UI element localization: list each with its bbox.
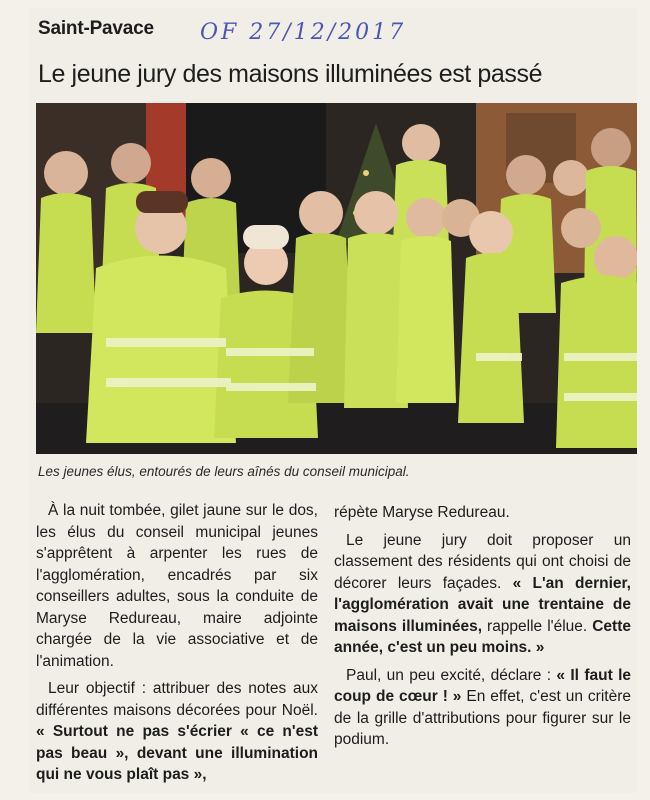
- newspaper-clipping: [30, 8, 637, 793]
- left-paragraph-2-quote: « Surtout ne pas s'écrier « ce n'est pas beau », devant une illumination qui ne vous plaît pas »,: [36, 723, 318, 783]
- group-photo: [36, 103, 637, 454]
- right-paragraph-3-text: Paul, un peu excité, déclare :: [346, 666, 557, 684]
- group-photo-illustration: [36, 103, 637, 454]
- right-paragraph-2: [334, 530, 631, 659]
- right-paragraph-1: répète Maryse Redureau.: [334, 504, 510, 521]
- handwritten-date-annotation: OF 27/12/2017: [200, 20, 407, 45]
- article-headline: Le jeune jury des maisons illuminées est passé: [38, 60, 543, 88]
- photo-caption: Les jeunes élus, entourés de leurs aînés du conseil municipal.: [38, 464, 410, 479]
- article-column-right: [334, 502, 631, 751]
- left-paragraph-2-text: Leur objectif : attribuer des notes aux différentes maisons décorées pour Noël.: [36, 680, 318, 719]
- left-paragraph-2: [36, 678, 318, 786]
- left-paragraph-1: À la nuit tombée, gilet jaune sur le dos, les élus du conseil municipal jeunes s'apprêtent à arpenter les rues de l'agglomération, encadrés par six conseillers adultes, sous la conduite de Maryse Redureau, maire adjointe chargée de la vie associative et de l'animation.: [36, 502, 318, 670]
- right-paragraph-3: [334, 665, 631, 751]
- right-paragraph-3-quote: « Il faut le coup de cœur ! »: [334, 666, 631, 705]
- right-paragraph-3-end: En effet, c'est un critère de la grille d'attributions pour figurer sur le podium.: [334, 688, 631, 748]
- town-name: Saint-Pavace: [38, 18, 154, 39]
- right-paragraph-2-quote-a: « L'an dernier, l'agglomération avait une trentaine de maisons illuminées,: [334, 574, 631, 635]
- right-paragraph-2-quote-b: Cette année, c'est un peu moins. »: [334, 617, 631, 656]
- article-column-left: [36, 500, 318, 786]
- right-paragraph-2-text: Le jeune jury doit proposer un classement des résidents qui ont choisi de décorer leurs façades.: [334, 531, 631, 592]
- right-paragraph-2-attribution: rappelle l'élue.: [482, 617, 593, 635]
